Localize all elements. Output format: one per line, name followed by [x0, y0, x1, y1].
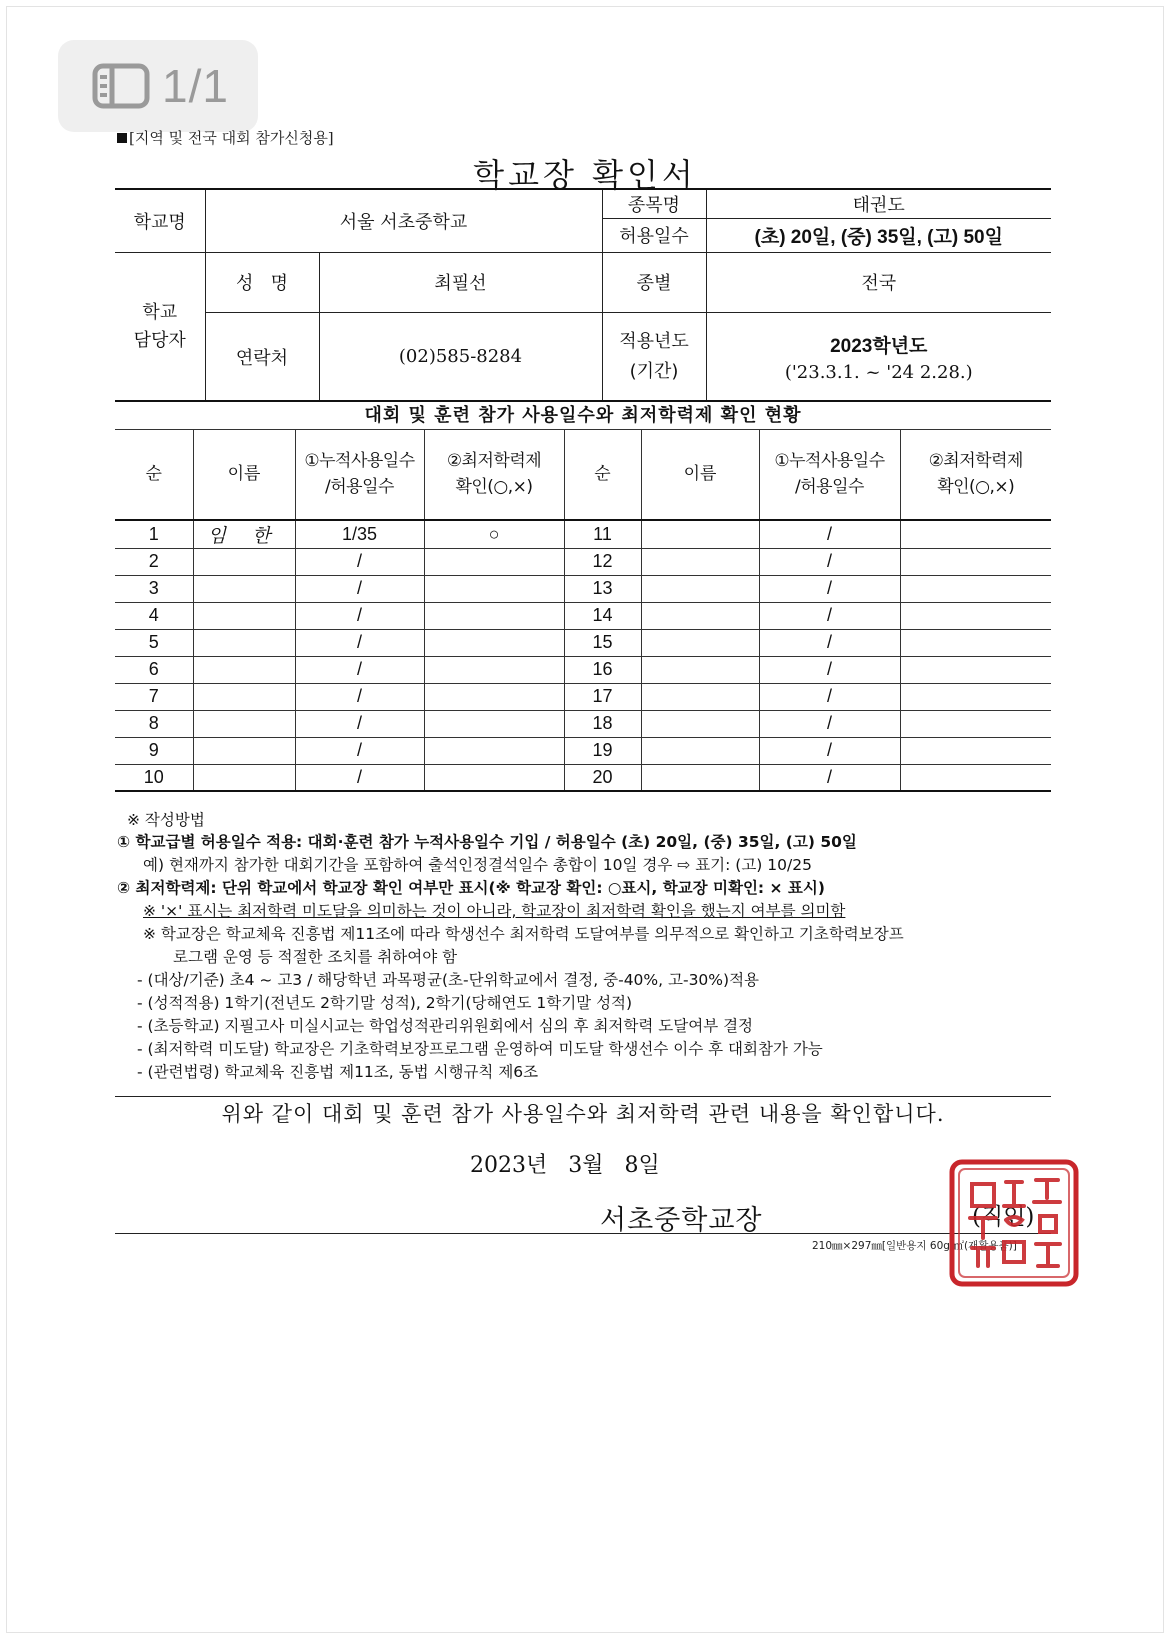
manager-label: 학교 담당자 — [115, 252, 205, 401]
document-pages-icon — [92, 63, 150, 109]
page-indicator-text: 1/1 — [162, 60, 229, 112]
school-name-label: 학교명 — [115, 189, 205, 252]
row-confirm — [424, 683, 564, 710]
period-value: ('23.3.1. ~ '24 2.28.) — [784, 361, 973, 383]
manager-name: 최필선 — [319, 252, 602, 312]
issue-date: 2023년 3월 8일 — [470, 1153, 660, 1178]
divider-bottom — [115, 1233, 1051, 1234]
usage-table — [115, 429, 1051, 792]
contact-label: 연락처 — [205, 312, 319, 401]
table-row — [115, 575, 1051, 602]
row-no: 4 — [115, 602, 193, 629]
form-tag: [지역 및 전국 대회 참가신청용] — [117, 127, 334, 148]
table-row — [115, 520, 1051, 549]
row-days: / — [295, 656, 424, 683]
row-confirm — [424, 575, 564, 602]
row-confirm — [424, 602, 564, 629]
row-confirm — [424, 656, 564, 683]
row-name — [193, 629, 295, 656]
divider-top — [115, 1096, 1051, 1097]
note-elementary: - (초등학교) 지필고사 미실시교는 학업성적관리위원회에서 심의 후 최저학력 도달여부 결정 — [137, 1017, 754, 1035]
row-name — [193, 683, 295, 710]
official-seal — [948, 1158, 1080, 1288]
row-name — [193, 656, 295, 683]
table-row — [115, 710, 1051, 737]
manager-name-label: 성 명 — [205, 252, 319, 312]
notes-heading: ※ 작성방법 — [127, 811, 205, 829]
note-principal-duty-cont: 로그램 운영 등 적절한 조치를 취하여야 함 — [173, 948, 458, 966]
row-days-right: / — [759, 683, 900, 710]
note-principal-duty: ※ 학교장은 학교체육 진흥법 제11조에 따라 학생선수 최저학력 도달여부를 의무적으로 확인하고 기초학력보장프 — [143, 925, 904, 943]
row-confirm-right — [900, 683, 1051, 710]
page-indicator[interactable] — [58, 40, 258, 132]
row-days-right: / — [759, 710, 900, 737]
row-days: 1/35 — [295, 520, 424, 549]
seal-label: (직인) — [972, 1204, 1035, 1230]
category-value: 전국 — [706, 252, 1051, 312]
table-row — [115, 548, 1051, 575]
row-confirm — [424, 764, 564, 791]
row-no-right: 15 — [564, 629, 641, 656]
paper-spec: 210㎜×297㎜[일반용지 60g/㎡(재활용품)] — [812, 1240, 1017, 1252]
row-no: 5 — [115, 629, 193, 656]
header-name-right: 이름 — [641, 430, 759, 520]
header-name: 이름 — [193, 430, 295, 520]
table-row — [115, 656, 1051, 683]
row-confirm — [424, 710, 564, 737]
row-confirm: ○ — [424, 520, 564, 549]
row-no: 7 — [115, 683, 193, 710]
row-no: 9 — [115, 737, 193, 764]
row-days-right: / — [759, 602, 900, 629]
header-days: ①누적사용일수 /허용일수 — [295, 430, 424, 520]
table-row — [115, 764, 1051, 791]
row-no-right: 18 — [564, 710, 641, 737]
row-name — [193, 737, 295, 764]
row-days: / — [295, 629, 424, 656]
note-not-reached: - (최저학력 미도달) 학교장은 기초학력보장프로그램 운영하여 미도달 학생선수 이수 후 대회참가 가능 — [137, 1040, 823, 1058]
note-allowed-days: ① 학교급별 허용일수 적용: 대회·훈련 참가 누적사용일수 기입 / 허용일수 (초) 20일, (중) 35일, (고) 50일 — [117, 833, 857, 851]
row-no: 1 — [115, 520, 193, 549]
row-confirm-right — [900, 575, 1051, 602]
year-value: 2023학년도 — [830, 335, 928, 357]
usage-header-row — [115, 430, 1051, 520]
document-title: 학교장 확인서 — [473, 156, 697, 194]
row-name-right — [641, 656, 759, 683]
table-row — [115, 737, 1051, 764]
note-target-criteria: - (대상/기준) 초4 ~ 고3 / 해당학년 과목평균(초-단위학교에서 결정, 중-40%, 고-30%)적용 — [137, 971, 760, 989]
row-confirm-right — [900, 737, 1051, 764]
row-days: / — [295, 764, 424, 791]
row-confirm-right — [900, 548, 1051, 575]
header-confirm-right: ②최저학력제 확인(○,×) — [900, 430, 1051, 520]
year-cell — [706, 312, 1051, 401]
row-no-right: 19 — [564, 737, 641, 764]
confirmation-statement: 위와 같이 대회 및 훈련 참가 사용일수와 최저학력 관련 내용을 확인합니다. — [221, 1102, 945, 1126]
row-confirm-right — [900, 710, 1051, 737]
header-days-right: ①누적사용일수 /허용일수 — [759, 430, 900, 520]
header-confirm: ②최저학력제 확인(○,×) — [424, 430, 564, 520]
row-name-right — [641, 548, 759, 575]
row-days-right: / — [759, 520, 900, 549]
row-no-right: 14 — [564, 602, 641, 629]
row-confirm-right — [900, 764, 1051, 791]
usage-section-title: 대회 및 훈련 참가 사용일수와 최저학력제 확인 현황 — [115, 400, 1051, 430]
row-name — [193, 575, 295, 602]
row-name — [193, 548, 295, 575]
note-example: 예) 현재까지 참가한 대회기간을 포함하여 출석인정결석일수 총합이 10일 경우 ⇨ 표기: (고) 10/25 — [143, 856, 812, 874]
sport-value: 태권도 — [706, 189, 1051, 218]
row-days-right: / — [759, 737, 900, 764]
row-name — [193, 764, 295, 791]
row-days: / — [295, 575, 424, 602]
row-no-right: 16 — [564, 656, 641, 683]
row-no: 3 — [115, 575, 193, 602]
row-days-right: / — [759, 629, 900, 656]
table-row — [115, 602, 1051, 629]
row-days-right: / — [759, 575, 900, 602]
school-info-table — [115, 188, 1051, 402]
row-name-right — [641, 710, 759, 737]
row-days-right: / — [759, 548, 900, 575]
row-confirm-right — [900, 629, 1051, 656]
row-name: 임 한 — [193, 520, 295, 549]
signer-title: 서초중학교장 — [600, 1205, 763, 1236]
header-no: 순 — [115, 430, 193, 520]
row-no: 6 — [115, 656, 193, 683]
row-days: / — [295, 602, 424, 629]
school-name: 서울 서초중학교 — [205, 189, 602, 252]
note-min-academic: ② 최저학력제: 단위 학교에서 학교장 확인 여부만 표시(※ 학교장 확인: ○표시, 학교장 미확인: × 표시) — [117, 879, 825, 897]
row-days: / — [295, 548, 424, 575]
row-days-right: / — [759, 764, 900, 791]
row-name-right — [641, 520, 759, 549]
row-confirm — [424, 548, 564, 575]
row-confirm — [424, 737, 564, 764]
table-row — [115, 683, 1051, 710]
row-name — [193, 602, 295, 629]
row-name — [193, 710, 295, 737]
row-no-right: 11 — [564, 520, 641, 549]
note-x-mark-meaning: ※ '×' 표시는 최저학력 미도달을 의미하는 것이 아니라, 학교장이 최저학력 확인을 했는지 여부를 의미함 — [143, 902, 846, 920]
row-days: / — [295, 710, 424, 737]
allowed-days-label: 허용일수 — [602, 218, 706, 252]
row-no-right: 20 — [564, 764, 641, 791]
row-days: / — [295, 683, 424, 710]
row-confirm-right — [900, 602, 1051, 629]
row-no-right: 13 — [564, 575, 641, 602]
row-confirm-right — [900, 656, 1051, 683]
row-days-right: / — [759, 656, 900, 683]
row-name-right — [641, 575, 759, 602]
category-label: 종별 — [602, 252, 706, 312]
row-confirm-right — [900, 520, 1051, 549]
row-no: 8 — [115, 710, 193, 737]
table-row — [115, 629, 1051, 656]
row-confirm — [424, 629, 564, 656]
note-related-law: - (관련법령) 학교체육 진흥법 제11조, 동법 시행규칙 제6조 — [137, 1063, 539, 1081]
row-name-right — [641, 737, 759, 764]
row-name-right — [641, 683, 759, 710]
year-label: 적용년도 (기간) — [602, 312, 706, 401]
contact-value: (02)585-8284 — [319, 312, 602, 401]
note-grade-application: - (성적적용) 1학기(전년도 2학기말 성적), 2학기(당해연도 1학기말 성적) — [137, 994, 633, 1012]
allowed-days-value: (초) 20일, (중) 35일, (고) 50일 — [706, 218, 1051, 252]
row-days: / — [295, 737, 424, 764]
header-no-right: 순 — [564, 430, 641, 520]
row-name-right — [641, 629, 759, 656]
row-name-right — [641, 764, 759, 791]
row-no-right: 12 — [564, 548, 641, 575]
row-no-right: 17 — [564, 683, 641, 710]
row-no: 10 — [115, 764, 193, 791]
row-no: 2 — [115, 548, 193, 575]
row-name-right — [641, 602, 759, 629]
sport-label: 종목명 — [602, 189, 706, 218]
